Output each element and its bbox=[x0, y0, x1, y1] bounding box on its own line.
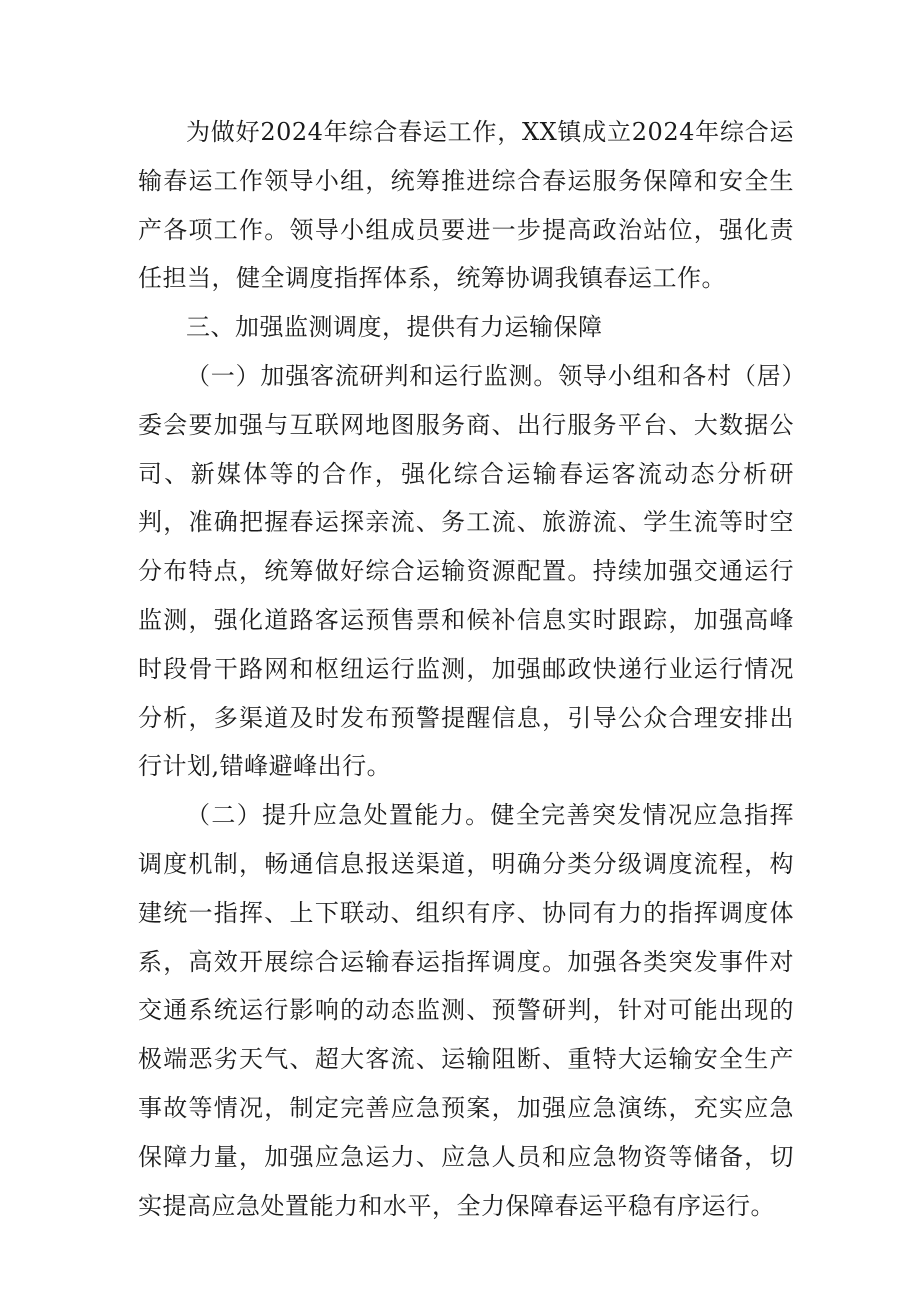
paragraph-section-3-2: （二）提升应急处置能力。健全完善突发情况应急指挥调度机制，畅通信息报送渠道，明确分类分级调度流程，构建统一指挥、上下联动、组织有序、协同有力的指挥调度体系，高效开展综合运输春运指挥调度。加强各类突发事件对交通系统运行影响的动态监测、预警研判，针对可能出现的极端恶劣天气、超大客流、运输阻断、重特大运输安全生产事故等情况，制定完善应急预案，加强应急演练，充实应急保障力量，加强应急运力、应急人员和应急物资等储备，切实提高应急处置能力和水平，全力保障春运平稳有序运行。 bbox=[138, 801, 794, 1220]
section-heading-3: 三、加强监测调度，提供有力运输保障 bbox=[186, 313, 603, 342]
paragraph-intro: 为做好2024年综合春运工作，XX镇成立2024年综合运输春运工作领导小组，统筹推进综合春运服务保障和安全生产各项工作。领导小组成员要进一步提高政治站位，强化责任担当，健全调度指挥体系，统筹协调我镇春运工作。 bbox=[138, 118, 794, 293]
document-body bbox=[138, 108, 794, 1230]
paragraph-section-3-1: （一）加强客流研判和运行监测。领导小组和各村（居）委会要加强与互联网地图服务商、出行服务平台、大数据公司、新媒体等的合作，强化综合运输春运客流动态分析研判，准确把握春运探亲流、务工流、旅游流、学生流等时空分布特点，统筹做好综合运输资源配置。持续加强交通运行监测，强化道路客运预售票和候补信息实时跟踪，加强高峰时段骨干路网和枢纽运行监测，加强邮政快递行业运行情况分析，多渠道及时发布预警提醒信息，引导公众合理安排出行计划,错峰避峰出行。 bbox=[138, 361, 794, 781]
